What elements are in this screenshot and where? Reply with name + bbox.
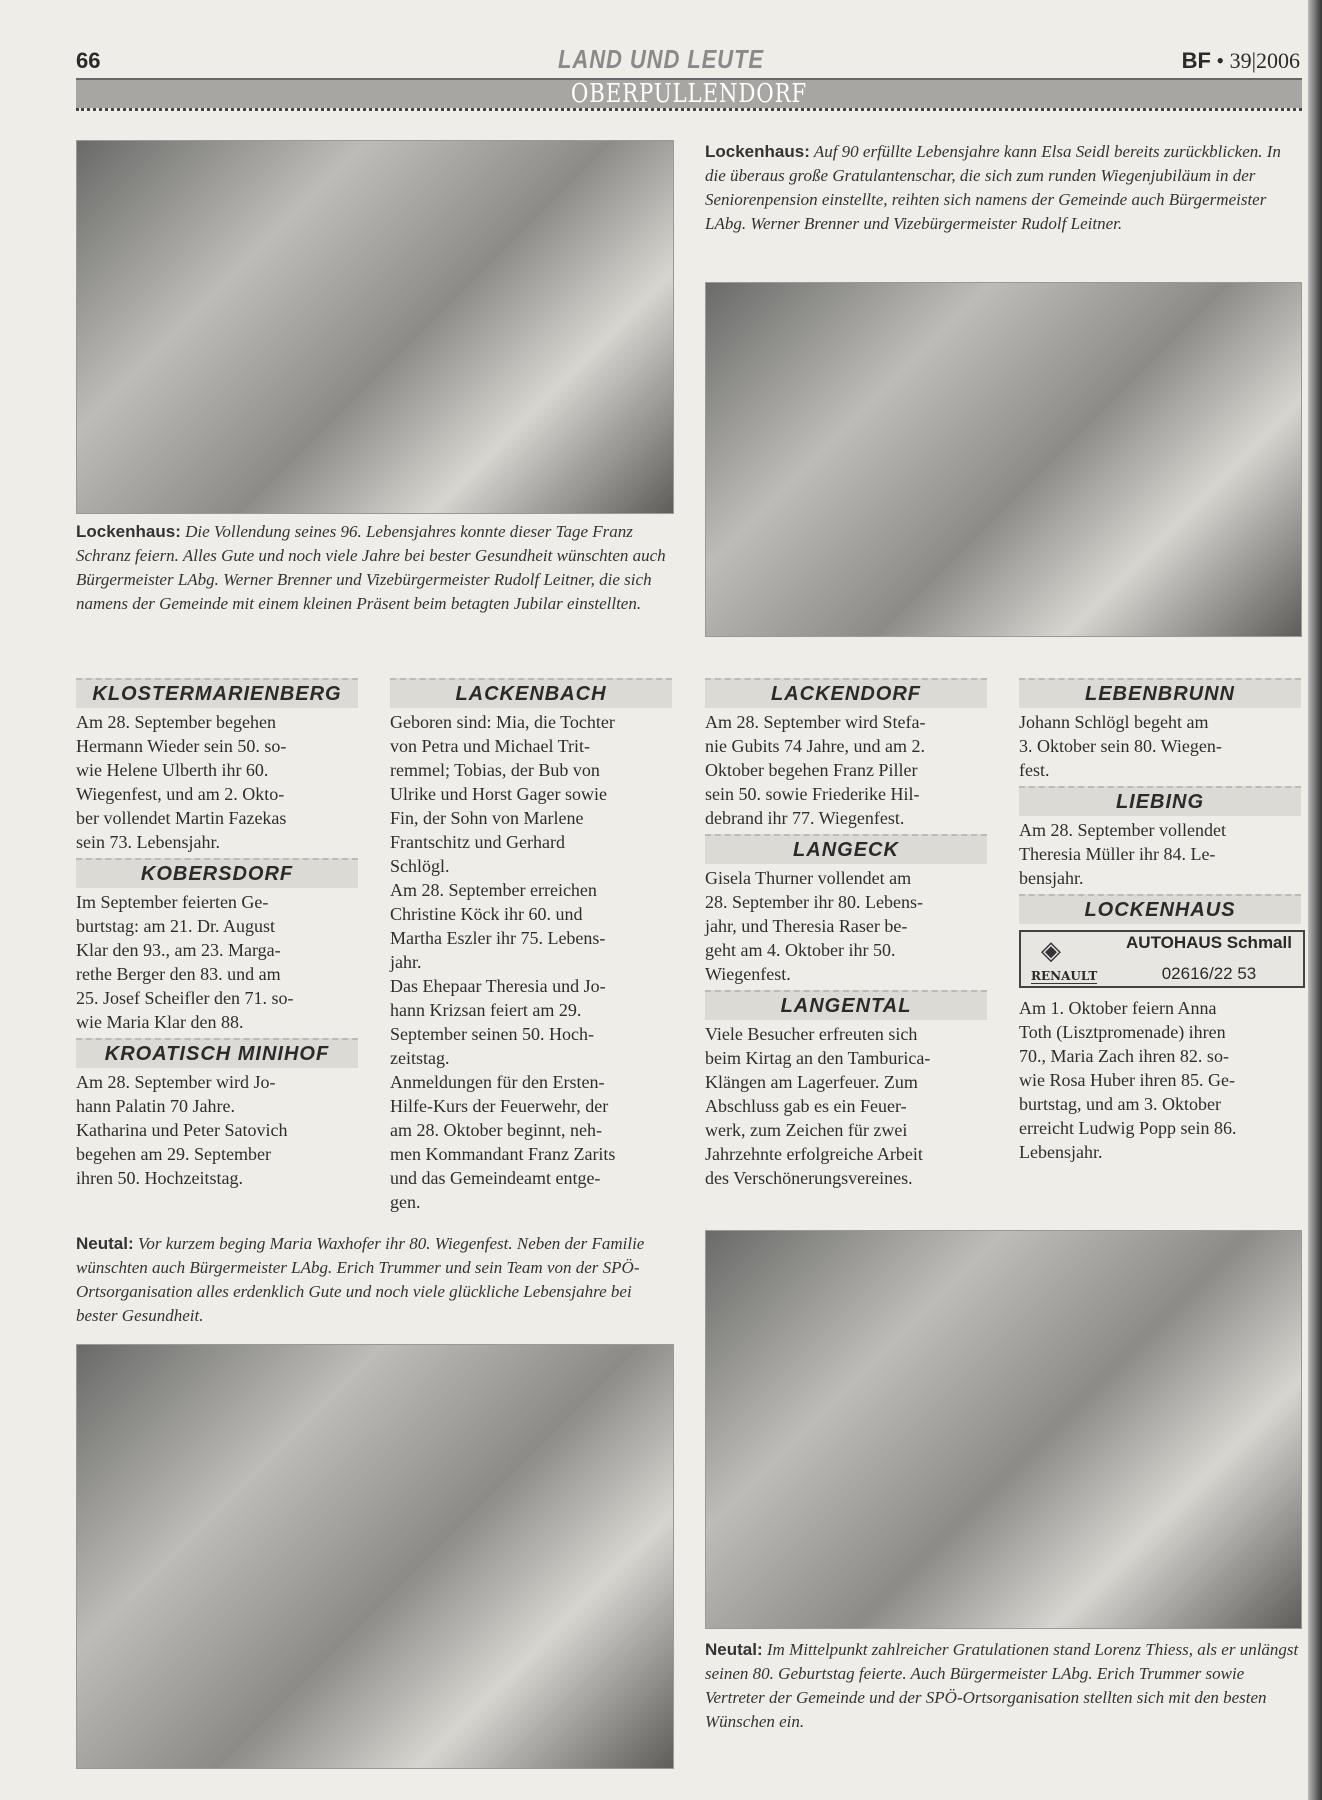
page-number: 66 — [76, 48, 101, 73]
caption-place: Lockenhaus: — [705, 142, 810, 161]
column-1 — [76, 678, 358, 1190]
heading-kobersdorf: KOBERSDORF — [76, 858, 358, 888]
heading-langeck: LANGECK — [705, 834, 987, 864]
caption-neutal-maria — [76, 1232, 676, 1328]
caption-neutal-lorenz — [705, 1638, 1305, 1734]
advertisement-autohaus[interactable] — [1019, 930, 1305, 988]
news-lackenbach: Geboren sind: Mia, die Tochter von Petra und Michael Trit- remmel; Tobias, der Bub von Ulrike und Horst Gager sowie Fin, der Sohn von Marlene Frantschitz und Gerhard Schlögl. Am 28. September erreichen Christine Köck ihr 60. und Martha Eszler ihr 75. Lebens- jahr. Das Ehepaar Theresia und Jo- hann Krizsan feiert am 29. September seinen 50. Hoch- zeitstag. Anmeldungen für den Ersten- Hilfe-Kurs der Feuerwehr, der am 28. Oktober beginnt, neh- men Kommandant Franz Zarits und das Gemeindeamt entge- gen. — [390, 712, 616, 1212]
section-title: LAND UND LEUTE — [558, 44, 764, 74]
ad-name: AUTOHAUS Schmall — [1126, 933, 1292, 952]
heading-langental: LANGENTAL — [705, 990, 987, 1020]
news-langental: Viele Besucher erfreuten sich beim Kirtag an den Tamburica- Klängen am Lagerfeuer. Zum Abschluss gab es ein Feuer- werk, zum Zeichen für zwei Jahrzehnte erfolgreiche Arbeit des Verschönerungsvereines. — [705, 1024, 931, 1188]
caption-text: Auf 90 erfüllte Lebensjahre kann Elsa Seidl bereits zurückblicken. In die überaus große Gratulantenschar, die sich zum runden Wiegenjubiläum in der Seniorenpension einstellte, reihten sich namens der Gemeinde auch Bürgermeister LAbg. Werner Brenner und Vizebürgermeister Rudolf Leitner. — [705, 142, 1281, 233]
column-3 — [705, 678, 987, 1190]
news-lebenbrunn: Johann Schlögl begeht am 3. Oktober sein 80. Wiegen- fest. — [1019, 712, 1222, 780]
caption-place: Neutal: — [705, 1640, 763, 1659]
heading-liebing: LIEBING — [1019, 786, 1301, 816]
renault-logo-icon: ◈ — [1041, 936, 1061, 965]
heading-kroatisch-minihof: KROATISCH MINIHOF — [76, 1038, 358, 1068]
region-band — [76, 78, 1302, 108]
news-kroatisch-minihof: Am 28. September wird Jo- hann Palatin 70 Jahre. Katharina und Peter Satovich begehen am 29. September ihren 50. Hochzeitstag. — [76, 1072, 288, 1188]
caption-lockenhaus-franz — [76, 520, 676, 616]
caption-text: Im Mittelpunkt zahlreicher Gratulationen stand Lorenz Thiess, als er unlängst seinen 80. Geburtstag feierte. Auch Bürgermeister LAbg. Erich Trummer sowie Vertreter der Gemeinde und der SPÖ-Ortsorganisation stellten sich mit den besten Wünschen ein. — [705, 1640, 1299, 1731]
photo-maria-waxhofer — [76, 1344, 674, 1769]
caption-text: Die Vollendung seines 96. Lebensjahres konnte dieser Tage Franz Schranz feiern. Alles Gute und noch viele Jahre bei bester Gesundheit wünschten auch Bürgermeister LAbg. Werner Brenner und Vizebürgermeister Rudolf Leitner, die sich namens der Gemeinde mit einem kleinen Präsent beim betagten Jubilar einstellten. — [76, 522, 666, 613]
caption-place: Neutal: — [76, 1234, 134, 1253]
separator: • — [1216, 48, 1225, 73]
news-liebing: Am 28. September vollendet Theresia Müller ihr 84. Le- bensjahr. — [1019, 820, 1226, 888]
page-binding-shadow — [1308, 0, 1322, 1800]
ad-phone: 02616/22 53 — [1161, 964, 1257, 983]
column-4 — [1019, 678, 1301, 1164]
photo-lorenz-thiess — [705, 1230, 1302, 1629]
heading-lackenbach: LACKENBACH — [390, 678, 672, 708]
caption-lockenhaus-elsa — [705, 140, 1305, 236]
news-langeck: Gisela Thurner vollendet am 28. September ihr 80. Lebens- jahr, und Theresia Raser be- geht am 4. Oktober ihr 50. Wiegenfest. — [705, 868, 923, 984]
photo-elsa-seidl — [705, 282, 1302, 637]
news-kobersdorf: Im September feierten Ge- burtstag: am 21. Dr. August Klar den 93., am 23. Marga- rethe Berger den 83. und am 25. Josef Scheifler den 71. so- wie Maria Klar den 88. — [76, 892, 294, 1032]
heading-lockenhaus: LOCKENHAUS — [1019, 894, 1301, 924]
photo-franz-schranz — [76, 140, 674, 514]
caption-place: Lockenhaus: — [76, 522, 181, 541]
news-klostermarienberg: Am 28. September begehen Hermann Wieder sein 50. so- wie Helene Ulberth ihr 60. Wiegenfest, und am 2. Okto- ber vollendet Martin Fazekas sein 73. Lebensjahr. — [76, 712, 287, 852]
heading-lackendorf: LACKENDORF — [705, 678, 987, 708]
region-title: OBERPULLENDORF — [570, 79, 808, 109]
heading-klostermarienberg: KLOSTERMARIENBERG — [76, 678, 358, 708]
heading-lebenbrunn: LEBENBRUNN — [1019, 678, 1301, 708]
publication: BF — [1181, 48, 1211, 73]
news-lackendorf: Am 28. September wird Stefa- nie Gubits 74 Jahre, und am 2. Oktober begehen Franz Piller sein 50. sowie Friederike Hil- debrand ihr 77. Wiegenfest. — [705, 712, 926, 828]
caption-text: Vor kurzem beging Maria Waxhofer ihr 80. Wiegenfest. Neben der Familie wünschten auch Bürgermeister LAbg. Erich Trummer und sein Team von der SPÖ-Ortsorganisation alles erdenklich Gute und noch viele glückliche Lebensjahre bei bester Gesundheit. — [76, 1234, 645, 1325]
column-2 — [390, 678, 672, 1214]
issue-number: 39|2006 — [1229, 48, 1300, 73]
issue-info — [1182, 48, 1300, 74]
ad-brand: RENAULT — [1031, 969, 1098, 983]
dotted-divider — [76, 108, 1302, 111]
news-lockenhaus: Am 1. Oktober feiern Anna Toth (Lisztpromenade) ihren 70., Maria Zach ihren 82. so- wie Rosa Huber ihren 85. Ge- burtstag, und am 3. Oktober erreicht Ludwig Popp sein 86. Lebensjahr. — [1019, 998, 1237, 1162]
